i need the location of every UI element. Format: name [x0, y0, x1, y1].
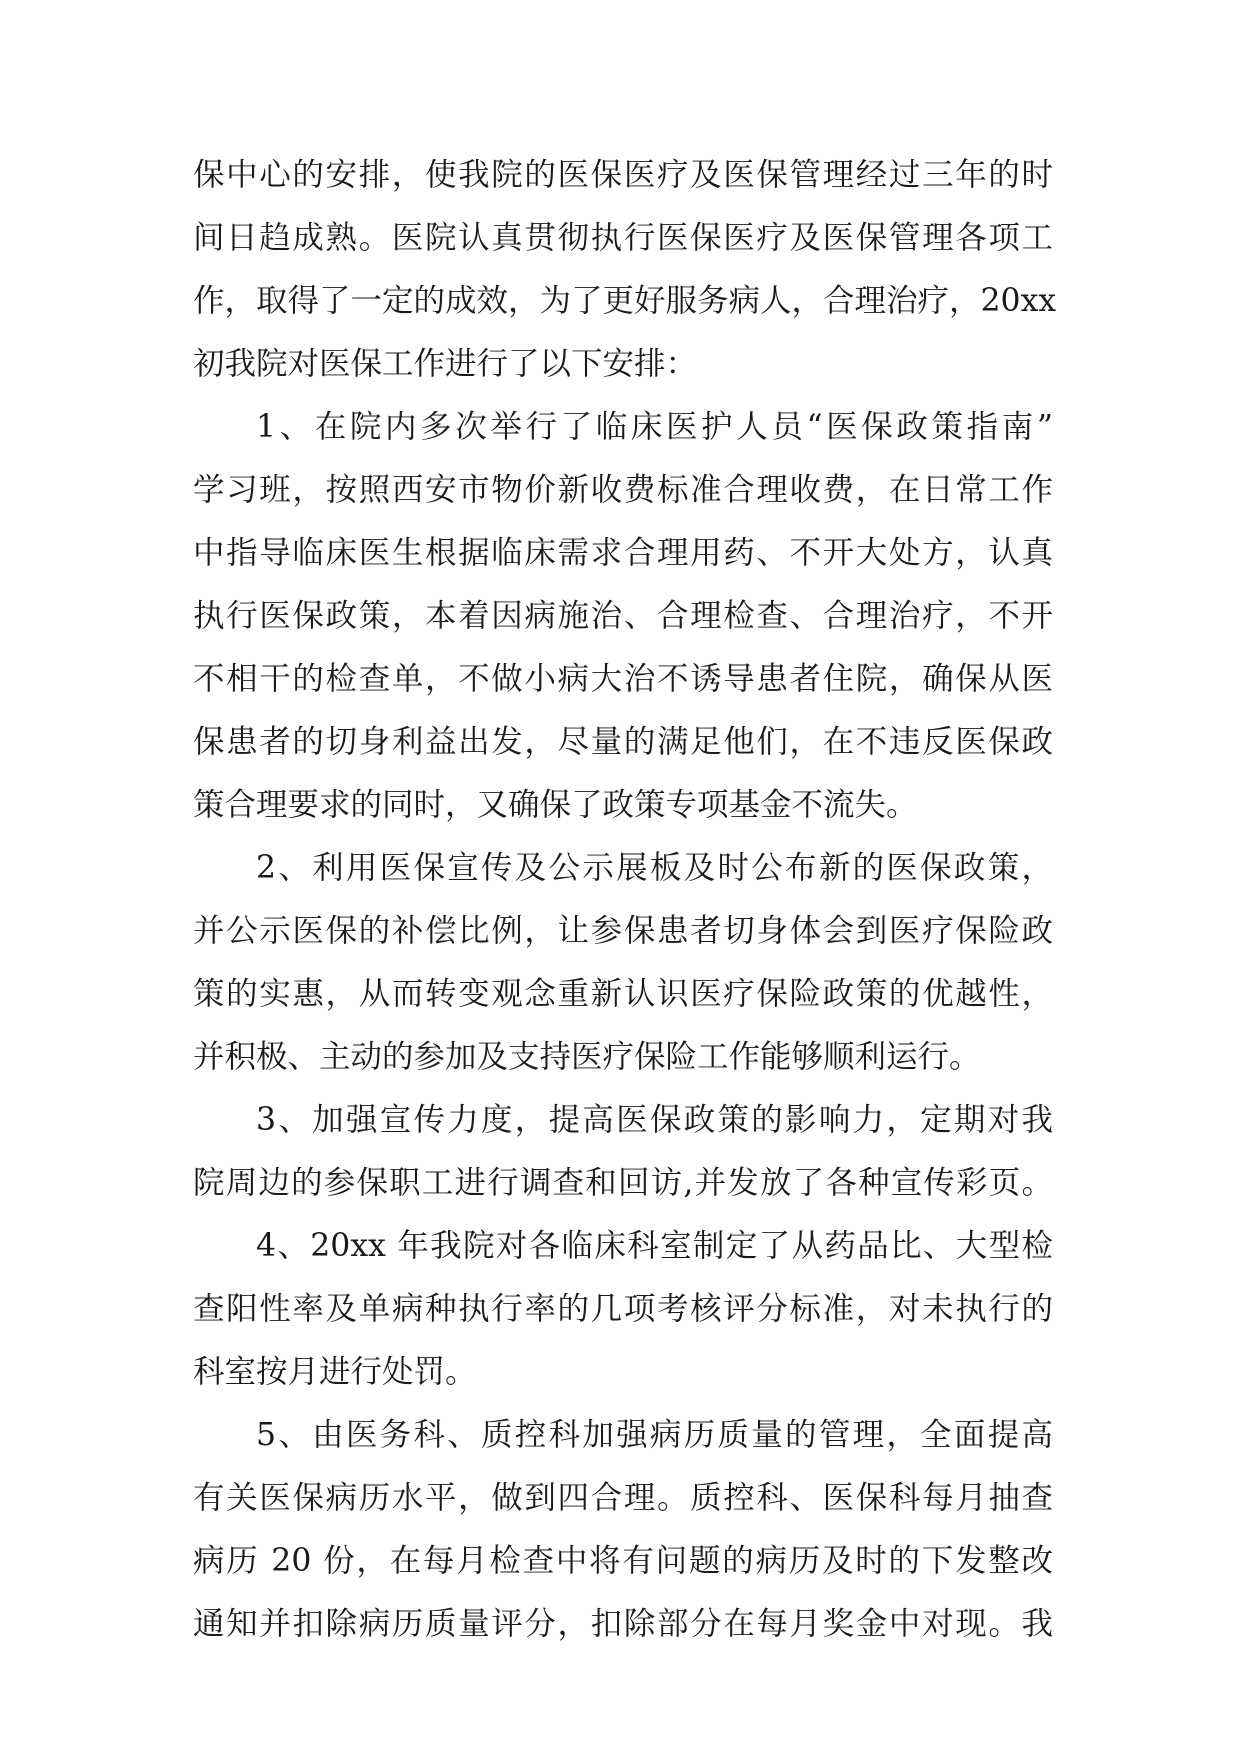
text-line: 保患者的切身利益出发，尽量的满足他们，在不违反医保政: [193, 724, 1053, 760]
text-line: 科室按月进行处罚。: [193, 1354, 477, 1390]
text-line: 有关医保病历水平，做到四合理。质控科、医保科每月抽查: [193, 1480, 1053, 1516]
paragraph-5-start: 5、由医务科、质控科加强病历质量的管理，全面提高: [256, 1417, 1053, 1453]
text-line: 不相干的检查单，不做小病大治不诱导患者住院，确保从医: [193, 661, 1053, 697]
paragraph-2-start: 2、利用医保宣传及公示展板及时公布新的医保政策，: [256, 850, 1053, 886]
text-line: 策的实惠，从而转变观念重新认识医疗保险政策的优越性，: [193, 976, 1053, 1012]
text-line: 学习班，按照西安市物价新收费标准合理收费，在日常工作: [193, 472, 1053, 508]
paragraph-4-start: 4、20xx 年我院对各临床科室制定了从药品比、大型检: [256, 1228, 1053, 1264]
text-line: 策合理要求的同时，又确保了政策专项基金不流失。: [193, 787, 918, 823]
text-line: 并积极、主动的参加及支持医疗保险工作能够顺利运行。: [193, 1039, 981, 1075]
text-line: 查阳性率及单病种执行率的几项考核评分标准，对未执行的: [193, 1291, 1053, 1327]
paragraph-3-start: 3、加强宣传力度，提高医保政策的影响力，定期对我: [256, 1102, 1053, 1138]
text-line: 院周边的参保职工进行调查和回访,并发放了各种宣传彩页。: [193, 1165, 1053, 1201]
text-line: 执行医保政策，本着因病施治、合理检查、合理治疗，不开: [193, 598, 1053, 634]
text-line: 病历 20 份，在每月检查中将有问题的病历及时的下发整改: [193, 1543, 1053, 1579]
text-line: 通知并扣除病历质量评分，扣除部分在每月奖金中对现。我: [193, 1606, 1053, 1642]
text-line: 并公示医保的补偿比例，让参保患者切身体会到医疗保险政: [193, 913, 1053, 949]
text-line: 中指导临床医生根据临床需求合理用药、不开大处方，认真: [193, 535, 1053, 571]
paragraph-1-start: 1、在院内多次举行了临床医护人员“医保政策指南”: [256, 409, 1053, 445]
text-line: 间日趋成熟。医院认真贯彻执行医保医疗及医保管理各项工: [193, 220, 1053, 256]
text-line: 作，取得了一定的成效，为了更好服务病人，合理治疗，20xx: [193, 283, 1057, 319]
text-line: 初我院对医保工作进行了以下安排：: [193, 346, 698, 382]
text-line: 保中心的安排，使我院的医保医疗及医保管理经过三年的时: [193, 157, 1053, 193]
